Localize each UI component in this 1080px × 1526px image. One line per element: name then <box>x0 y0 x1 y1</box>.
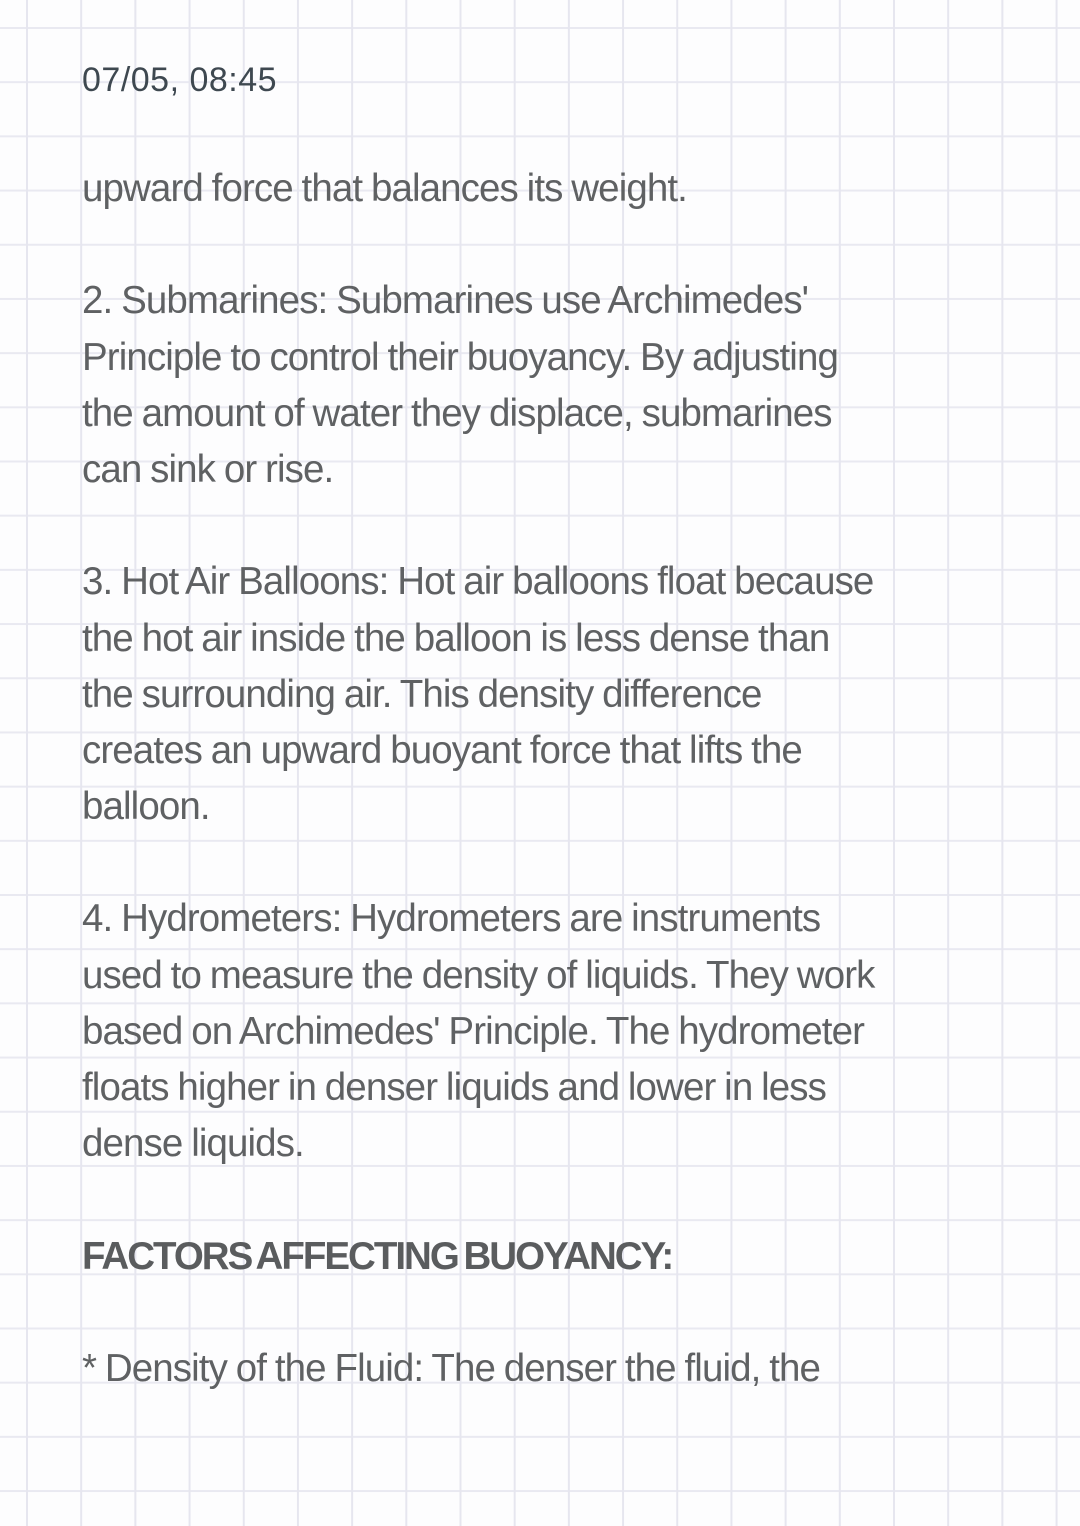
text-line: based on Archimedes' Principle. The hydrometer <box>82 1009 865 1053</box>
text-line: dense liquids. <box>82 1122 304 1166</box>
bullet-list <box>82 1341 1012 1397</box>
paragraph-upward-force <box>82 161 1012 217</box>
paragraph-submarines <box>82 273 1012 498</box>
text-line: 2. Submarines: Submarines use Archimedes' <box>82 279 809 323</box>
text-line: floats higher in denser liquids and lower in less <box>82 1066 827 1109</box>
blank-line <box>82 1285 1012 1341</box>
text-line: the surrounding air. This density difference <box>82 672 762 716</box>
note-body[interactable] <box>82 161 1012 1397</box>
paragraph-hydrometers <box>82 891 1012 1172</box>
blank-line <box>82 498 1012 554</box>
text-line: upward force that balances its weight. <box>82 167 687 210</box>
blank-line <box>82 217 1012 273</box>
blank-line <box>82 1172 1012 1228</box>
note-timestamp: 07/05, 08:45 <box>82 61 278 99</box>
blank-line <box>82 835 1012 891</box>
bullet-item-density: * Density of the Fluid: The denser the fluid, the <box>82 1346 821 1390</box>
text-line: creates an upward buoyant force that lifts the <box>82 728 802 772</box>
text-line: can sink or rise. <box>82 447 334 491</box>
text-line: Principle to control their buoyancy. By adjusting <box>82 335 838 379</box>
section-heading-factors: FACTORS AFFECTING BUOYANCY: <box>82 1234 673 1278</box>
text-line: 3. Hot Air Balloons: Hot air balloons float because <box>82 560 874 604</box>
text-line: the amount of water they displace, submarines <box>82 391 832 435</box>
text-line: used to measure the density of liquids. They work <box>82 953 875 997</box>
paragraph-hot-air-balloons <box>82 554 1012 835</box>
text-line: balloon. <box>82 785 210 829</box>
text-line: the hot air inside the balloon is less dense than <box>82 616 830 660</box>
text-line: 4. Hydrometers: Hydrometers are instruments <box>82 897 821 941</box>
